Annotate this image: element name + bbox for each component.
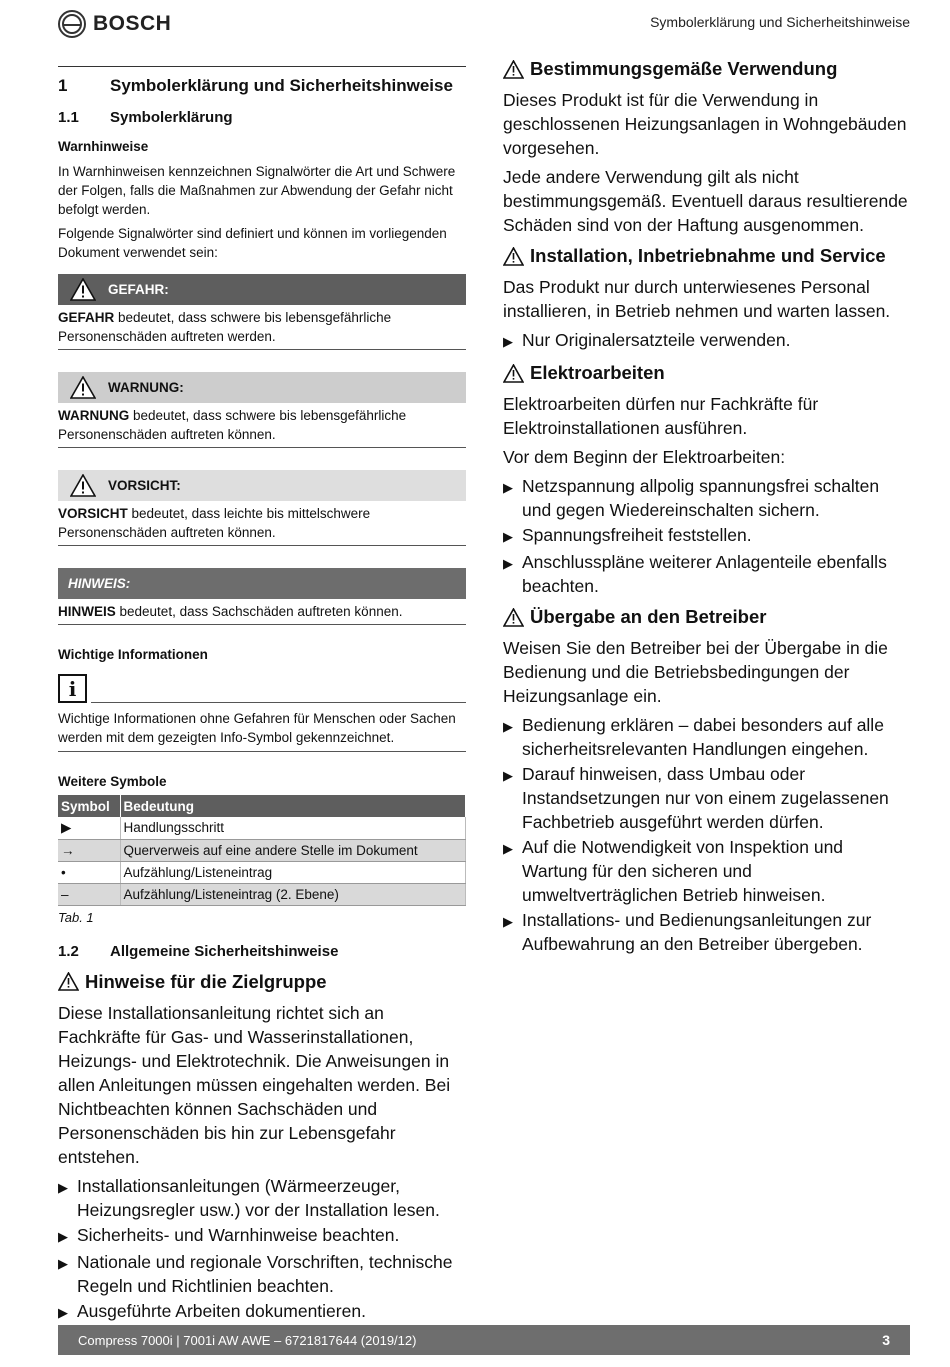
bosch-logo xyxy=(58,10,171,38)
table-row xyxy=(58,861,466,883)
document-id: Compress 7000i | 7001i AW AWE – 6721817644 (2019/12) xyxy=(78,1332,417,1348)
running-head: Symbolerklärung und Sicherheitshinweise xyxy=(650,14,910,30)
caution-label: VORSICHT: xyxy=(108,478,181,493)
elektro-p2: Vor dem Beginn der Elektroarbeiten: xyxy=(503,447,786,467)
warning-triangle-icon xyxy=(503,60,524,79)
elektro-body xyxy=(503,392,911,598)
info-symbol-row xyxy=(58,674,466,703)
warning-label: WARNUNG: xyxy=(108,380,184,395)
symbol-cell: • xyxy=(58,861,120,883)
symbol-cell: → xyxy=(58,839,120,861)
warning-triangle-icon xyxy=(58,474,108,497)
uebergabe-p1: Weisen Sie den Betreiber bei der Übergabe in die Bedienung und die Betriebsbedingungen der Heizungsanlage ein. xyxy=(503,638,888,706)
warning-triangle-icon xyxy=(58,376,108,399)
table-header-symbol: Symbol xyxy=(58,795,120,817)
list-item: ▶ Bedienung erklären – dabei besonders auf alle sicherheitsrelevanten Handlungen eingehen. xyxy=(503,715,884,759)
installation-body xyxy=(503,275,911,354)
table-caption: Tab. 1 xyxy=(58,909,94,925)
symbol-cell: ▶ xyxy=(58,817,120,839)
arrow-right-icon: ▶ xyxy=(503,556,513,571)
zielgruppe-list xyxy=(58,1174,466,1325)
meaning-cell: Aufzählung/Listeneintrag xyxy=(120,861,466,883)
subsection-heading xyxy=(58,103,466,135)
warn-paragraph-1: In Warnhinweisen kennzeichnen Signalwörter die Art und Schwere der Folgen, falls die Maßnahmen zur Abwendung der Gefahr nicht befolgt werden. xyxy=(58,164,456,217)
table-row xyxy=(58,817,466,839)
section-title: Symbolerklärung und Sicherheitshinweise xyxy=(110,76,453,95)
verwendung-body xyxy=(503,88,911,237)
notice-label: HINWEIS: xyxy=(68,576,131,591)
warning-triangle-icon xyxy=(503,247,524,266)
subsection-title: Allgemeine Sicherheitshinweise xyxy=(110,942,339,960)
list-item: ▶ Nationale und regionale Vorschriften, technische Regeln und Richtlinien beachten. xyxy=(58,1251,453,1296)
table-row xyxy=(58,883,466,905)
arrow-right-icon: ▶ xyxy=(503,841,513,856)
list-item: ▶ Darauf hinweisen, dass Umbau oder Instandsetzungen nur von einem zugelassenen Fachbetrieb ausgeführt werden dürfen. xyxy=(503,764,889,832)
section-number: 1 xyxy=(58,76,68,95)
info-heading: Wichtige Informationen xyxy=(58,647,208,662)
warning-triangle-icon xyxy=(58,278,108,301)
installation-heading: Installation, Inbetriebnahme und Service xyxy=(503,245,911,267)
zielgruppe-body xyxy=(58,1001,466,1325)
list-item: ▶ Spannungsfreiheit feststellen. xyxy=(503,523,911,549)
meaning-cell: Handlungsschritt xyxy=(120,817,466,839)
info-icon: i xyxy=(58,674,87,703)
arrow-right-icon: ▶ xyxy=(503,914,513,929)
list-item: ▶ Auf die Notwendigkeit von Inspektion und Wartung für den sicheren und umweltverträglichen Betrieb hinweisen. xyxy=(503,837,844,905)
verwendung-p2: Jede andere Verwendung gilt als nicht bestimmungsgemäß. Eventuell daraus resultierende Schäden sind von der Haftung ausgenommen. xyxy=(503,167,908,235)
elektro-list xyxy=(503,474,911,598)
caution-box xyxy=(58,470,466,546)
notice-box xyxy=(58,568,466,625)
arrow-right-icon: ▶ xyxy=(503,719,513,734)
list-item: ▶ Sicherheits- und Warnhinweise beachten. xyxy=(58,1223,466,1249)
list-item: ▶ Anschlusspläne weiterer Anlagenteile ebenfalls beachten. xyxy=(503,552,887,596)
arrow-right-icon: ▶ xyxy=(58,1228,68,1244)
caution-text: VORSICHT bedeutet, dass leichte bis mittelschwere Personenschäden auftreten können. xyxy=(58,501,466,546)
brand-name: BOSCH xyxy=(93,12,172,35)
caution-bar xyxy=(58,470,466,501)
page-header xyxy=(58,8,910,38)
symbols-heading: Weitere Symbole xyxy=(58,774,167,789)
installation-p1: Das Produkt nur durch unterwiesenes Personal installieren, in Betrieb nehmen und warten lassen. xyxy=(503,277,891,321)
subsection-number: 1.2 xyxy=(58,942,79,960)
notice-bar xyxy=(58,568,466,599)
subsection-number: 1.1 xyxy=(58,109,79,126)
left-column xyxy=(58,66,466,1326)
elektro-p1: Elektroarbeiten dürfen nur Fachkräfte für Elektroinstallationen ausführen. xyxy=(503,394,819,438)
page-number: 3 xyxy=(882,1332,890,1348)
zielgruppe-text: Diese Installationsanleitung richtet sich an Fachkräfte für Gas- und Wasserinstallationen, Heizungs- und Elektrotechnik. Die Anweisungen in allen Anleitungen müssen eingehalten werden. Bei Nichtbeachten können Sachschäden und Personenschäden bis hin zur Lebensgefahr entstehen. xyxy=(58,1002,451,1167)
right-column xyxy=(503,58,911,957)
uebergabe-heading: Übergabe an den Betreiber xyxy=(503,606,911,628)
arrow-right-icon: ▶ xyxy=(58,1304,68,1320)
danger-bar xyxy=(58,274,466,305)
meaning-cell: Querverweis auf eine andere Stelle im Dokument xyxy=(120,839,466,861)
danger-label: GEFAHR: xyxy=(108,282,169,297)
warning-triangle-icon xyxy=(58,972,79,991)
warning-bar xyxy=(58,372,466,403)
warning-box xyxy=(58,372,466,448)
uebergabe-list xyxy=(503,713,911,956)
warn-paragraph-2: Folgende Signalwörter sind definiert und können im vorliegenden Dokument verwendet sein: xyxy=(58,226,447,260)
warning-triangle-icon xyxy=(503,364,524,383)
list-item: ▶ Installations- und Bedienungsanleitungen zur Aufbewahrung an den Betreiber übergeben. xyxy=(503,910,872,954)
meaning-cell: Aufzählung/Listeneintrag (2. Ebene) xyxy=(120,883,466,905)
subsection-title: Symbolerklärung xyxy=(110,109,233,126)
page-footer xyxy=(58,1325,910,1355)
subsection-heading xyxy=(58,937,466,969)
arrow-right-icon: ▶ xyxy=(503,480,513,495)
table-row xyxy=(58,839,466,861)
arrow-right-icon: ▶ xyxy=(503,334,513,349)
bosch-armature-icon xyxy=(58,10,86,38)
verwendung-heading: Bestimmungsgemäße Verwendung xyxy=(503,58,911,80)
uebergabe-body xyxy=(503,636,911,956)
danger-text: GEFAHR bedeutet, dass schwere bis lebensgefährliche Personenschäden auftreten werden. xyxy=(58,305,466,350)
installation-list xyxy=(503,328,911,354)
arrow-right-icon: ▶ xyxy=(58,1179,68,1195)
zielgruppe-heading: Hinweise für die Zielgruppe xyxy=(58,971,466,993)
table-header-meaning: Bedeutung xyxy=(120,795,466,817)
symbol-table xyxy=(58,795,466,906)
arrow-right-icon: ▶ xyxy=(503,768,513,783)
list-item: ▶ Nur Originalersatzteile verwenden. xyxy=(503,328,911,354)
list-item: ▶ Installationsanleitungen (Wärmeerzeuger, Heizungsregler usw.) vor der Installation lesen. xyxy=(58,1175,440,1220)
arrow-right-icon: ▶ xyxy=(503,529,513,544)
warning-triangle-icon xyxy=(503,608,524,627)
elektro-heading: Elektroarbeiten xyxy=(503,362,911,384)
notice-text: HINWEIS bedeutet, dass Sachschäden auftreten können. xyxy=(58,599,466,625)
verwendung-p1: Dieses Produkt ist für die Verwendung in geschlossenen Heizungsanlagen in Wohngebäuden vorgesehen. xyxy=(503,90,907,158)
arrow-right-icon: ▶ xyxy=(58,1255,68,1271)
symbol-cell: – xyxy=(58,883,120,905)
warnhinweise-heading: Warnhinweise xyxy=(58,139,149,154)
list-item: ▶ Netzspannung allpolig spannungsfrei schalten und gegen Wiedereinschalten sichern. xyxy=(503,476,880,520)
warning-text: WARNUNG bedeutet, dass schwere bis lebensgefährliche Personenschäden auftreten können. xyxy=(58,403,466,448)
section-heading xyxy=(58,67,466,103)
list-item: ▶ Ausgeführte Arbeiten dokumentieren. xyxy=(58,1299,466,1325)
info-text: Wichtige Informationen ohne Gefahren für Menschen oder Sachen werden mit dem gezeigten Info-Symbol gekennzeichnet. xyxy=(58,703,466,752)
danger-box xyxy=(58,274,466,350)
